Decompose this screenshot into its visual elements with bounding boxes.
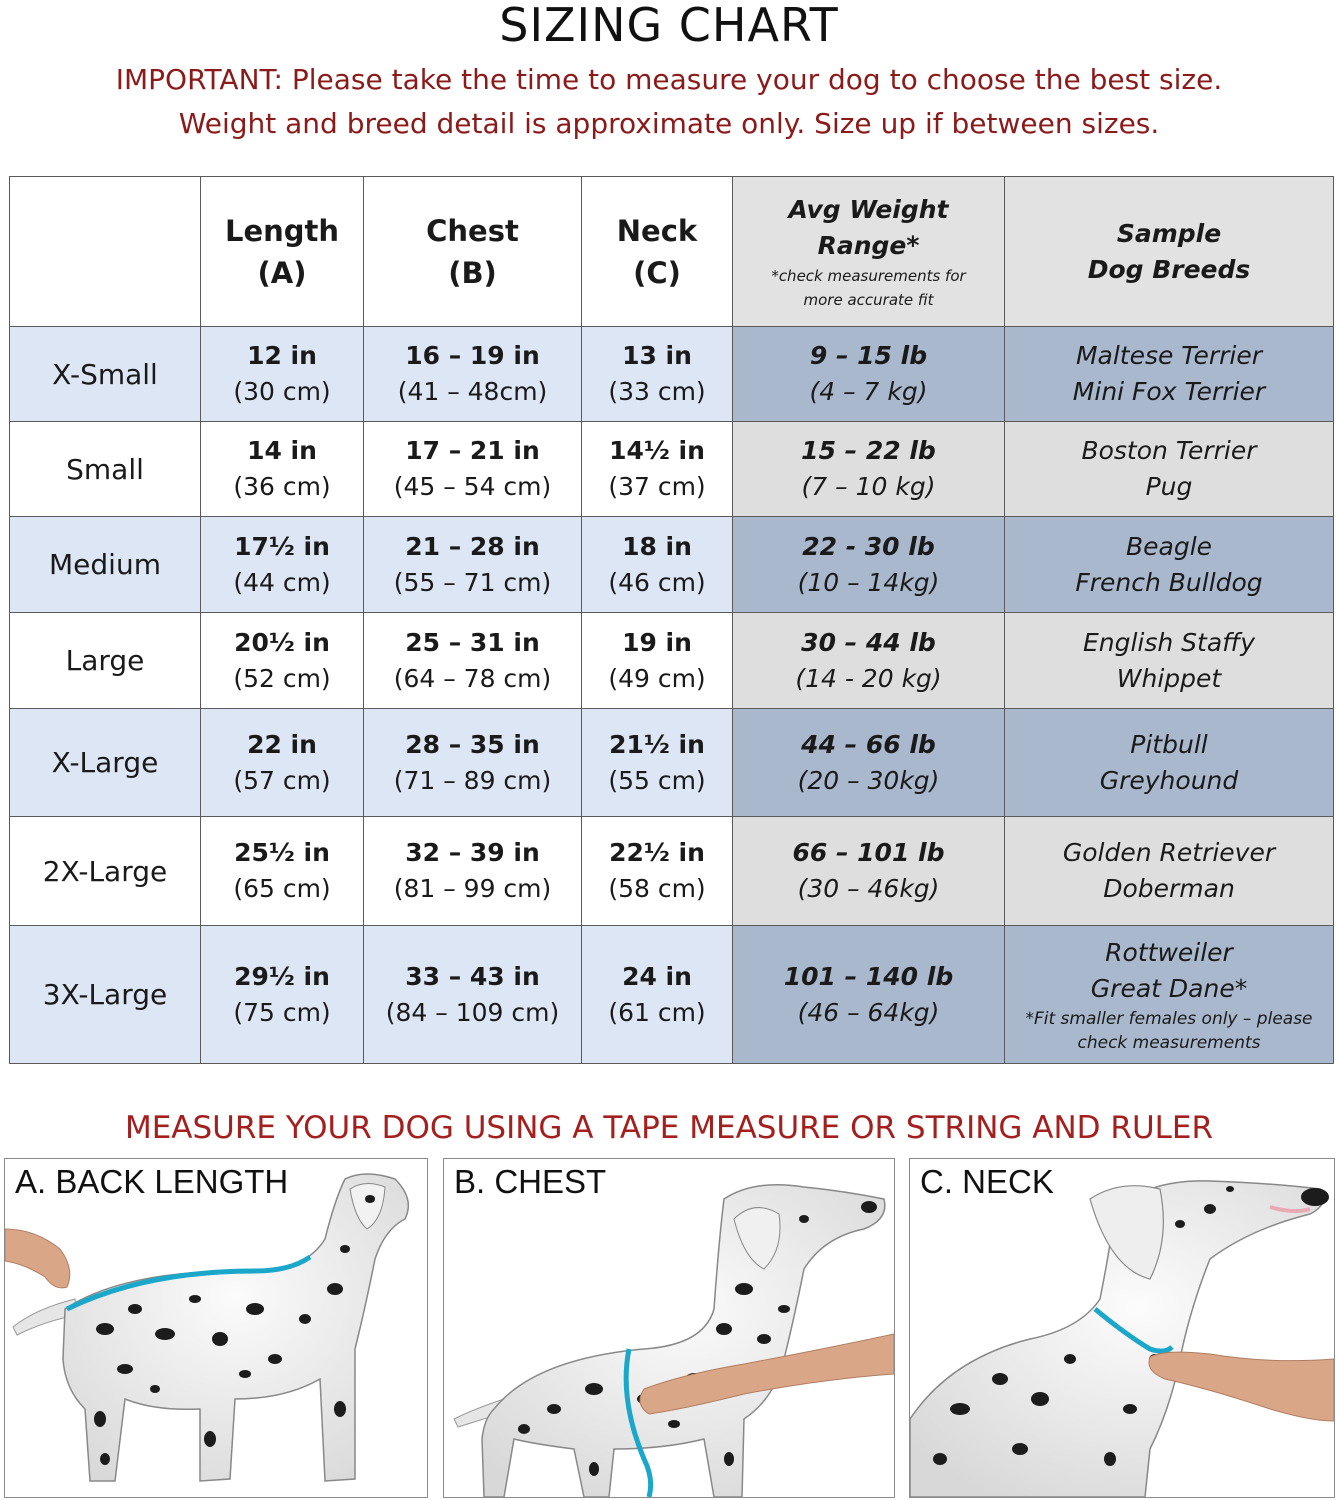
- chest-cell: [364, 422, 582, 517]
- size-label: Large: [65, 644, 145, 677]
- length-secondary: (75 cm): [233, 997, 331, 1027]
- length-cell: [201, 817, 364, 926]
- breeds-cell: [1005, 817, 1334, 926]
- weight-cell: [733, 709, 1005, 817]
- weight-secondary: (10 – 14kg): [797, 567, 940, 597]
- breed-note: *Fit smaller females only – please check measurements: [1025, 1008, 1313, 1053]
- sizing-table: [9, 176, 1334, 1064]
- length-cell: [201, 926, 364, 1064]
- length-primary: 22 in: [247, 729, 317, 759]
- size-cell: [10, 709, 201, 817]
- table-row: [10, 327, 1334, 422]
- back-length-label: A. BACK LENGTH: [15, 1163, 289, 1200]
- table-row: [10, 517, 1334, 613]
- table-row: [10, 422, 1334, 517]
- neck-secondary: (37 cm): [608, 472, 706, 501]
- chest-cell: [364, 709, 582, 817]
- table-row: [10, 817, 1334, 926]
- breeds-primary: Pitbull: [1130, 729, 1208, 759]
- breeds-cell: [1005, 709, 1334, 817]
- weight-cell: [733, 817, 1005, 926]
- weight-secondary: (7 – 10 kg): [801, 472, 936, 501]
- breeds-primary: Maltese Terrier: [1075, 341, 1263, 370]
- weight-cell: [733, 926, 1005, 1064]
- neck-cell: [582, 517, 733, 613]
- page-title: SIZING CHART: [499, 0, 839, 52]
- neck-cell: [582, 327, 733, 422]
- dalmatian-chest-photo: [444, 1159, 894, 1497]
- chest-primary: 25 – 31 in: [405, 627, 540, 657]
- measure-heading: MEASURE YOUR DOG USING A TAPE MEASURE OR STRING AND RULER: [124, 1110, 1214, 1146]
- chest-cell: [364, 517, 582, 613]
- neck-secondary: (58 cm): [608, 874, 706, 903]
- size-cell: [10, 327, 201, 422]
- length-primary: 25½ in: [234, 838, 330, 867]
- size-label: X-Small: [52, 357, 158, 391]
- neck-cell: [582, 709, 733, 817]
- length-primary: 17½ in: [234, 531, 330, 561]
- length-cell: [201, 327, 364, 422]
- breeds-secondary: French Bulldog: [1075, 567, 1263, 597]
- neck-primary: 18 in: [622, 531, 692, 561]
- breeds-secondary: Whippet: [1116, 663, 1222, 693]
- chest-cell: [364, 817, 582, 926]
- weight-primary: 44 – 66 lb: [801, 729, 936, 759]
- neck-secondary: (33 cm): [608, 377, 706, 406]
- neck-secondary: (49 cm): [608, 663, 706, 693]
- back-length-panel: [4, 1158, 428, 1498]
- weight-cell: [733, 422, 1005, 517]
- size-label: 2X-Large: [42, 854, 168, 888]
- breeds-secondary: Pug: [1145, 472, 1193, 501]
- size-label: X-Large: [51, 746, 159, 779]
- chest-secondary: (55 – 71 cm): [393, 567, 552, 597]
- neck-primary: 22½ in: [609, 838, 705, 867]
- length-secondary: (65 cm): [233, 874, 331, 903]
- breeds-cell: [1005, 926, 1334, 1064]
- neck-secondary: (46 cm): [608, 567, 706, 597]
- chest-label: B. CHEST: [454, 1163, 607, 1200]
- approximate-note: Weight and breed detail is approximate only. Size up if between sizes.: [178, 107, 1160, 140]
- neck-primary: 21½ in: [609, 729, 705, 759]
- length-header: Length (A): [201, 177, 364, 327]
- chest-secondary: (84 – 109 cm): [385, 997, 560, 1027]
- length-primary: 29½ in: [234, 961, 330, 991]
- chest-primary: 21 – 28 in: [405, 531, 540, 561]
- breeds-primary: Boston Terrier: [1081, 436, 1257, 465]
- breeds-cell: [1005, 422, 1334, 517]
- table-row: [10, 926, 1334, 1064]
- weight-primary: 101 – 140 lb: [783, 961, 954, 991]
- dalmatian-neck-photo: [910, 1159, 1334, 1497]
- length-primary: 20½ in: [234, 627, 330, 657]
- chest-secondary: (71 – 89 cm): [393, 765, 552, 795]
- weight-primary: 9 – 15 lb: [809, 341, 928, 370]
- neck-secondary: (55 cm): [608, 765, 706, 795]
- table-header-row: [10, 177, 1334, 327]
- length-secondary: (52 cm): [233, 663, 331, 693]
- neck-cell: [582, 817, 733, 926]
- neck-primary: 14½ in: [609, 436, 705, 465]
- chest-primary: 17 – 21 in: [405, 436, 540, 465]
- weight-secondary: (30 – 46kg): [797, 874, 940, 903]
- table-row: [10, 709, 1334, 817]
- important-note: IMPORTANT: Please take the time to measure your dog to choose the best size.: [115, 63, 1223, 96]
- chest-cell: [364, 926, 582, 1064]
- breeds-cell: [1005, 613, 1334, 709]
- neck-primary: 24 in: [622, 961, 692, 991]
- chest-cell: [364, 613, 582, 709]
- breeds-primary: Golden Retriever: [1062, 838, 1276, 867]
- size-cell: [10, 517, 201, 613]
- breeds-secondary: Great Dane*: [1090, 973, 1248, 1003]
- size-label: Medium: [49, 548, 161, 581]
- length-secondary: (44 cm): [233, 567, 331, 597]
- weight-secondary: (20 – 30kg): [797, 765, 940, 795]
- chest-primary: 16 – 19 in: [405, 341, 540, 370]
- length-primary: 12 in: [247, 341, 317, 370]
- length-cell: [201, 613, 364, 709]
- size-label: Small: [66, 452, 144, 486]
- weight-primary: 66 – 101 lb: [792, 838, 945, 867]
- neck-cell: [582, 422, 733, 517]
- weight-secondary: (14 - 20 kg): [795, 663, 942, 693]
- breeds-header: Sample Dog Breeds: [1005, 177, 1334, 327]
- weight-secondary: (46 – 64kg): [797, 997, 940, 1027]
- size-cell: [10, 926, 201, 1064]
- neck-secondary: (61 cm): [608, 997, 706, 1027]
- breeds-secondary: Greyhound: [1099, 765, 1239, 795]
- weight-header-note: *check measurements for more accurate fit: [771, 266, 966, 309]
- size-cell: [10, 422, 201, 517]
- weight-secondary: (4 – 7 kg): [809, 377, 928, 406]
- chest-primary: 32 – 39 in: [405, 838, 540, 867]
- length-cell: [201, 709, 364, 817]
- chest-secondary: (81 – 99 cm): [393, 874, 552, 903]
- chest-secondary: (64 – 78 cm): [393, 663, 552, 693]
- size-label: 3X-Large: [42, 978, 168, 1011]
- length-cell: [201, 422, 364, 517]
- chest-secondary: (45 – 54 cm): [393, 472, 552, 501]
- weight-primary: 15 – 22 lb: [801, 436, 936, 465]
- chest-header: Chest (B): [364, 177, 582, 327]
- neck-primary: 19 in: [622, 627, 692, 657]
- breeds-primary: Beagle: [1125, 531, 1213, 561]
- breeds-secondary: Mini Fox Terrier: [1072, 377, 1266, 406]
- weight-primary: 30 – 44 lb: [801, 627, 936, 657]
- dalmatian-back-length-photo: [5, 1159, 427, 1497]
- neck-panel: [909, 1158, 1335, 1498]
- weight-header: Avg Weight Range* *check measurements for more accurate fit: [733, 177, 1005, 327]
- table-row: [10, 613, 1334, 709]
- neck-primary: 13 in: [622, 341, 692, 370]
- size-cell: [10, 613, 201, 709]
- chest-primary: 33 – 43 in: [405, 961, 540, 991]
- breeds-secondary: Doberman: [1103, 874, 1235, 903]
- neck-cell: [582, 926, 733, 1064]
- chest-panel: [443, 1158, 895, 1498]
- length-cell: [201, 517, 364, 613]
- length-secondary: (30 cm): [233, 377, 331, 406]
- neck-label: C. NECK: [920, 1163, 1054, 1200]
- length-secondary: (57 cm): [233, 765, 331, 795]
- neck-header: Neck (C): [582, 177, 733, 327]
- breeds-cell: [1005, 327, 1334, 422]
- length-secondary: (36 cm): [233, 472, 331, 501]
- weight-cell: [733, 327, 1005, 422]
- breeds-primary: Rottweiler: [1105, 937, 1233, 967]
- size-header: [10, 177, 201, 327]
- breeds-cell: [1005, 517, 1334, 613]
- breeds-primary: English Staffy: [1082, 627, 1256, 657]
- weight-primary: 22 - 30 lb: [802, 531, 935, 561]
- weight-cell: [733, 517, 1005, 613]
- neck-cell: [582, 613, 733, 709]
- chest-primary: 28 – 35 in: [405, 729, 540, 759]
- chest-secondary: (41 – 48cm): [397, 377, 548, 406]
- weight-cell: [733, 613, 1005, 709]
- chest-cell: [364, 327, 582, 422]
- length-primary: 14 in: [247, 436, 317, 465]
- size-cell: [10, 817, 201, 926]
